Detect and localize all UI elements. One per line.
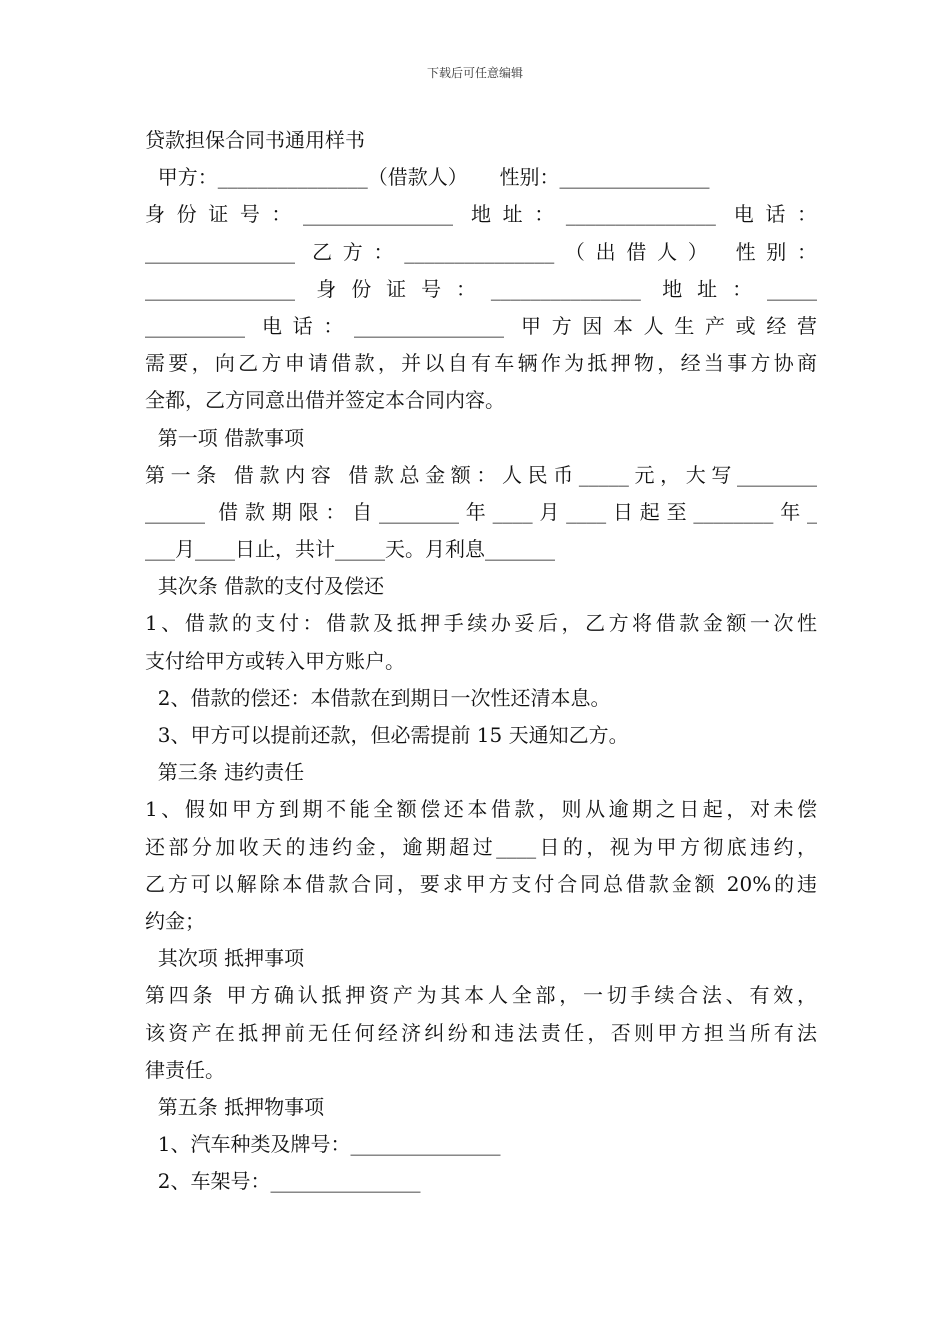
phone-line: __________ 电话：_______________ 甲方因本人生产或经营 xyxy=(145,313,817,338)
article-line: 第四条 甲方确认抵押资产为其本人全部，一切手续合法、有效， xyxy=(145,983,817,1008)
article-line: 律责任。 xyxy=(145,1057,225,1082)
clause-line: 3、甲方可以提前还款，但必需提前 15 天通知乙方。 xyxy=(145,723,629,747)
id-address-line: 身份证号：_______________ 地址：_______________ 电话： xyxy=(145,202,817,227)
article-line: 第一条 借款内容 借款总金额：人民币_____元，大写________ xyxy=(145,462,817,487)
clause-line: 1、假如甲方到期不能全额偿还本借款，则从逾期之日起，对未偿 xyxy=(145,797,817,822)
text-line: 需要，向乙方申请借款，并以自有车辆作为抵押物，经当事方协商 xyxy=(145,351,817,376)
loan-term-line: ______ 借款期限：自________年____月____日起至________年_ xyxy=(145,499,817,524)
section-heading: 第一项 借款事项 xyxy=(145,425,305,450)
clause-line: 2、借款的偿还：本借款在到期日一次性还清本息。 xyxy=(145,685,611,710)
clause-line: 乙方可以解除本借款合同，要求甲方支付合同总借款金额 20%的违 xyxy=(145,871,817,896)
page-header: 下载后可任意编辑 xyxy=(426,66,523,80)
document-title: 贷款担保合同书通用样书 xyxy=(145,128,365,152)
article-heading: 第五条 抵押物事项 xyxy=(145,1094,325,1119)
text-line: 全都，乙方同意出借并签定本合同内容。 xyxy=(145,388,505,413)
clause-line: 1、借款的支付：借款及抵押手续办妥后，乙方将借款金额一次性 xyxy=(145,611,817,636)
clause-line: 2、车架号：_______________ xyxy=(145,1169,421,1194)
clause-line: 1、汽车种类及牌号：_______________ xyxy=(145,1132,501,1157)
party-b-line: _______________ 乙方：_______________（出借人） 性别： xyxy=(145,239,817,264)
party-b-id-line: _______________ 身份证号：_______________ 地址：_____ xyxy=(145,276,817,301)
party-a-line: 甲方：_______________（借款人） 性别：_______________ xyxy=(145,165,710,190)
article-heading: 其次条 借款的支付及偿还 xyxy=(145,574,385,599)
clause-line: 支付给甲方或转入甲方账户。 xyxy=(145,648,405,673)
clause-line: 约金； xyxy=(145,908,205,933)
contract-body xyxy=(145,122,817,1200)
loan-term-line: ___月____日止，共计_____天。月利息_______ xyxy=(145,537,555,562)
article-line: 该资产在抵押前无任何经济纠纷和违法责任，否则甲方担当所有法 xyxy=(145,1020,817,1045)
section-heading: 其次项 抵押事项 xyxy=(145,946,305,971)
clause-line: 还部分加收天的违约金，逾期超过____日的，视为甲方彻底违约， xyxy=(145,834,817,859)
article-heading: 第三条 违约责任 xyxy=(145,760,305,785)
